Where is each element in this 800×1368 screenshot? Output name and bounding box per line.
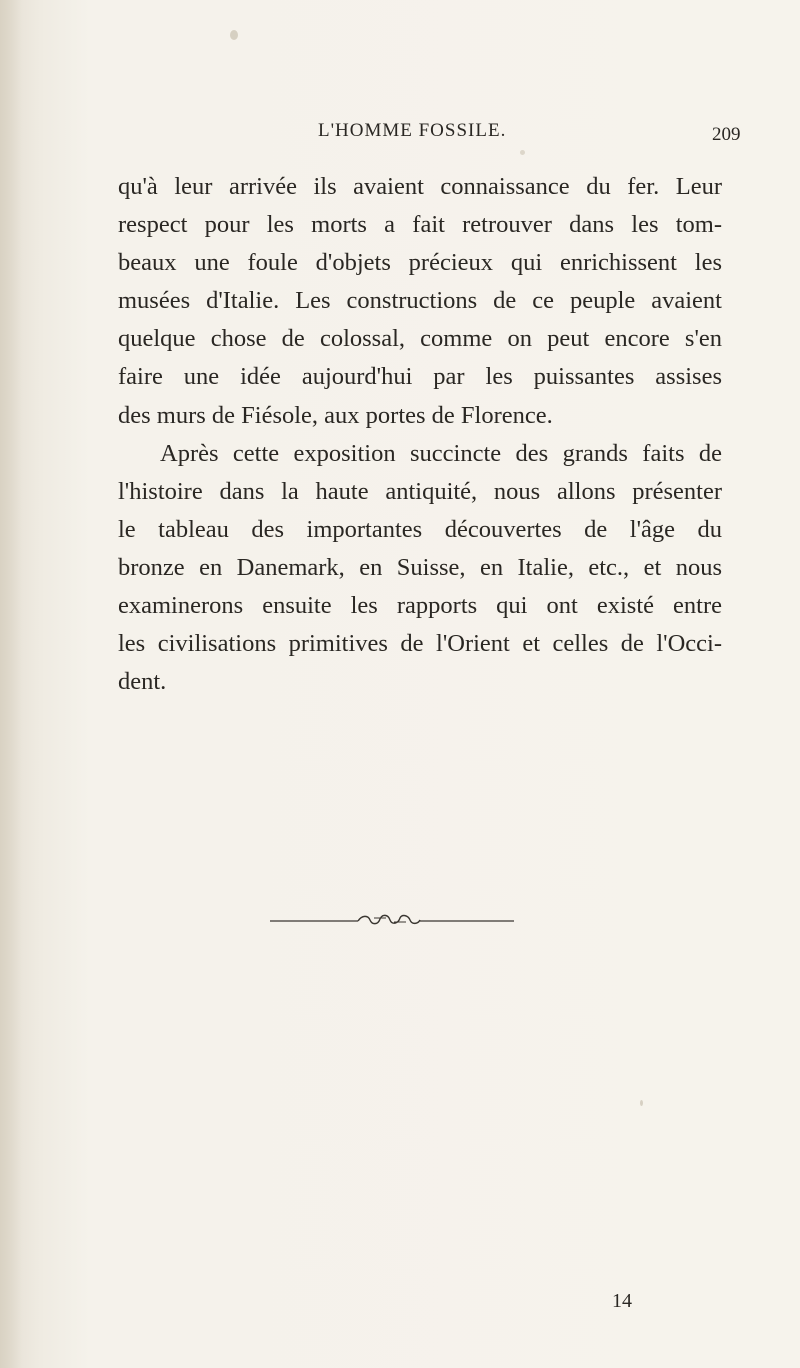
text-line: musées d'Italie. Les constructions de ce peuple avaient xyxy=(118,287,722,315)
text-line: dent. xyxy=(118,668,167,696)
binding-shadow xyxy=(0,0,22,1368)
paper-stain xyxy=(640,1100,643,1106)
text-line: examinerons ensuite les rapports qui ont existé entre xyxy=(118,592,722,620)
page-number: 209 xyxy=(712,124,741,145)
text-line: qu'à leur arrivée ils avaient connaissance du fer. Leur xyxy=(118,173,722,200)
text-line: l'histoire dans la haute antiquité, nous allons présenter xyxy=(118,477,722,505)
text-line: Après cette exposition succincte des grands faits de xyxy=(160,439,722,467)
text-line: des murs de Fiésole, aux portes de Florence. xyxy=(118,401,553,429)
text-line: le tableau des importantes découvertes de l'âge du xyxy=(118,515,722,543)
tailpiece-ornament-icon xyxy=(270,912,514,928)
page-header xyxy=(0,120,800,160)
paper-stain xyxy=(230,30,238,40)
text-line: beaux une foule d'objets précieux qui enrichissent les xyxy=(118,249,722,277)
text-line: respect pour les morts a fait retrouver dans les tom- xyxy=(118,211,722,239)
text-line: bronze en Danemark, en Suisse, en Italie, etc., et nous xyxy=(118,553,722,581)
text-line: quelque chose de colossal, comme on peut encore s'en xyxy=(118,325,722,353)
signature-mark: 14 xyxy=(612,1290,632,1312)
text-line: faire une idée aujourd'hui par les puissantes assises xyxy=(118,363,722,391)
body-text xyxy=(118,168,722,701)
running-title: L'HOMME FOSSILE. xyxy=(318,120,507,141)
text-line: les civilisations primitives de l'Orient et celles de l'Occi- xyxy=(118,630,722,658)
